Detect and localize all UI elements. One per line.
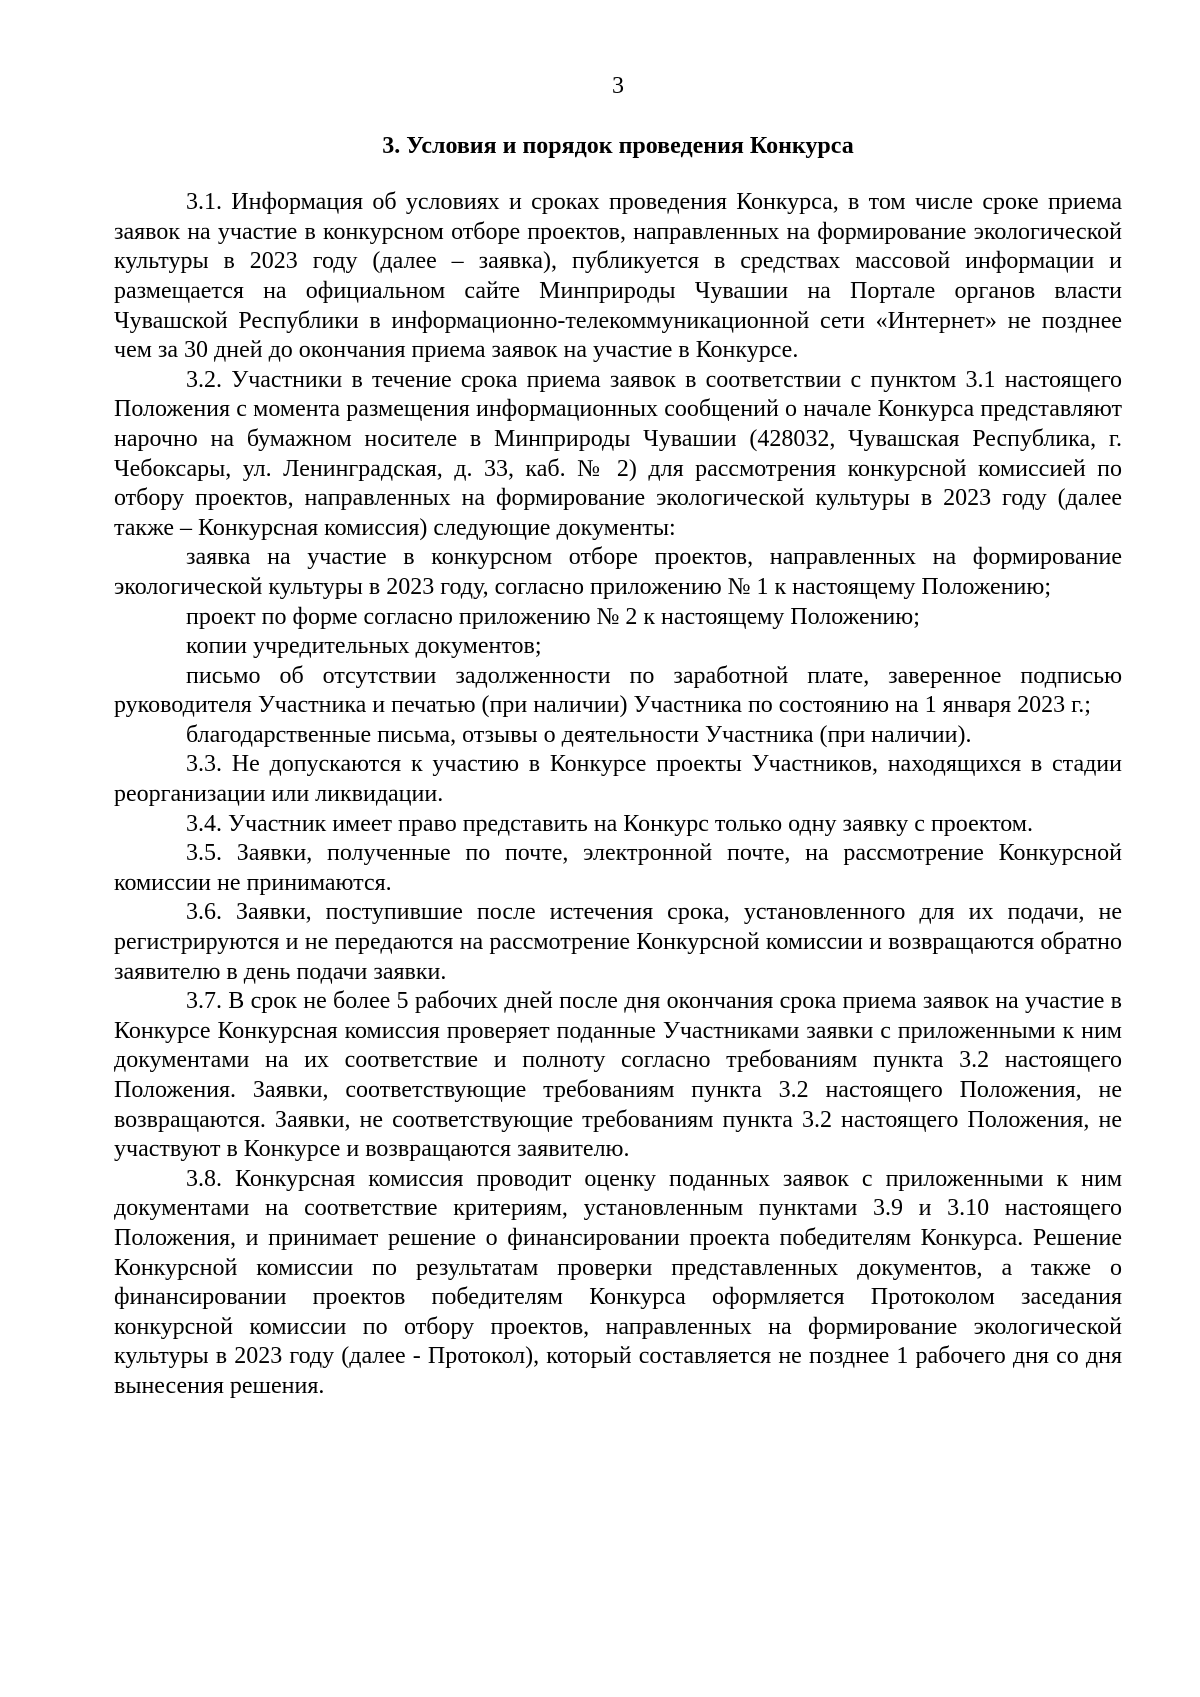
list-item-no-debt-letter: письмо об отсутствии задолженности по заработной плате, заверенное подписью руководителя Участника и печатью (при наличии) Участника по состоянию на 1 января 2023 г.;	[114, 662, 1122, 719]
list-item-project: проект по форме согласно приложению № 2 к настоящему Положению;	[186, 603, 920, 630]
list-item-application: заявка на участие в конкурсном отборе проектов, направленных на формирование экологической культуры в 2023 году, согласно приложению № 1 к настоящему Положению;	[114, 544, 1122, 600]
paragraph-3-1: 3.1. Информация об условиях и сроках проведения Конкурса, в том числе сроке приема заявок на участие в конкурсном отборе проектов, направленных на формирование экологической культуры в 2023 году (далее – заявка), публикуется в средствах массовой информации и размещается на официальном сайте Минприроды Чувашии на Портале органов власти Чувашской Республики в информационно-телекоммуникационной сети «Интернет» не позднее чем за 30 дней до окончания приема заявок на участие в Конкурсе.	[114, 189, 1122, 364]
paragraph-3-6: 3.6. Заявки, поступившие после истечения срока, установленного для их подачи, не регистрируются и не передаются на рассмотрение Конкурсной комиссии и возвращаются обратно заявителю в день подачи заявки.	[114, 899, 1122, 985]
paragraph-3-2: 3.2. Участники в течение срока приема заявок в соответствии с пунктом 3.1 настоящего Положения с момента размещения информационных сообщений о начале Конкурса представляют нарочно на бумажном носителе в Минприроды Чувашии (428032, Чувашская Республика, г. Чебоксары, ул. Ленинградская, д. 33, каб. № 2) для рассмотрения конкурсной комиссией по отбору проектов, направленных на формирование экологической культуры в 2023 году (далее также – Конкурсная комиссия) следующие документы:	[114, 366, 1122, 541]
paragraph-3-7: 3.7. В срок не более 5 рабочих дней после дня окончания срока приема заявок на участие в Конкурсе Конкурсная комиссия проверяет поданные Участниками заявки с приложенными к ним документами на их соответствие и полноту согласно требованиям пункта 3.2 настоящего Положения. Заявки, соответствующие требованиям пункта 3.2 настоящего Положения, не возвращаются. Заявки, не соответствующие требованиям пункта 3.2 настоящего Положения, не участвуют в Конкурсе и возвращаются заявителю.	[114, 988, 1122, 1163]
list-item-thank-you-letters: благодарственные письма, отзывы о деятельности Участника (при наличии).	[186, 721, 972, 748]
list-item-founding-docs: копии учредительных документов;	[186, 633, 542, 660]
paragraph-3-8: 3.8. Конкурсная комиссия проводит оценку поданных заявок с приложенными к ним документами на соответствие критериям, установленным пунктами 3.9 и 3.10 настоящего Положения, и принимает решение о финансировании проекта победителям Конкурса. Решение Конкурсной комиссии по результатам проверки представленных документов, а также о финансировании проектов победителям Конкурса оформляется Протоколом заседания конкурсной комиссии по отбору проектов, направленных на формирование экологической культуры в 2023 году (далее - Протокол), который составляется не позднее 1 рабочего дня со дня вынесения решения.	[114, 1165, 1122, 1399]
section-body	[114, 188, 1122, 1401]
page-number: 3	[612, 73, 624, 99]
paragraph-3-5: 3.5. Заявки, полученные по почте, электронной почте, на рассмотрение Конкурсной комиссии не принимаются.	[114, 840, 1122, 896]
section-heading: 3. Условия и порядок проведения Конкурса	[382, 132, 854, 159]
paragraph-3-3: 3.3. Не допускаются к участию в Конкурсе проекты Участников, находящихся в стадии реорганизации или ликвидации.	[114, 751, 1122, 808]
paragraph-3-4: 3.4. Участник имеет право представить на Конкурс только одну заявку с проектом.	[186, 810, 1033, 837]
